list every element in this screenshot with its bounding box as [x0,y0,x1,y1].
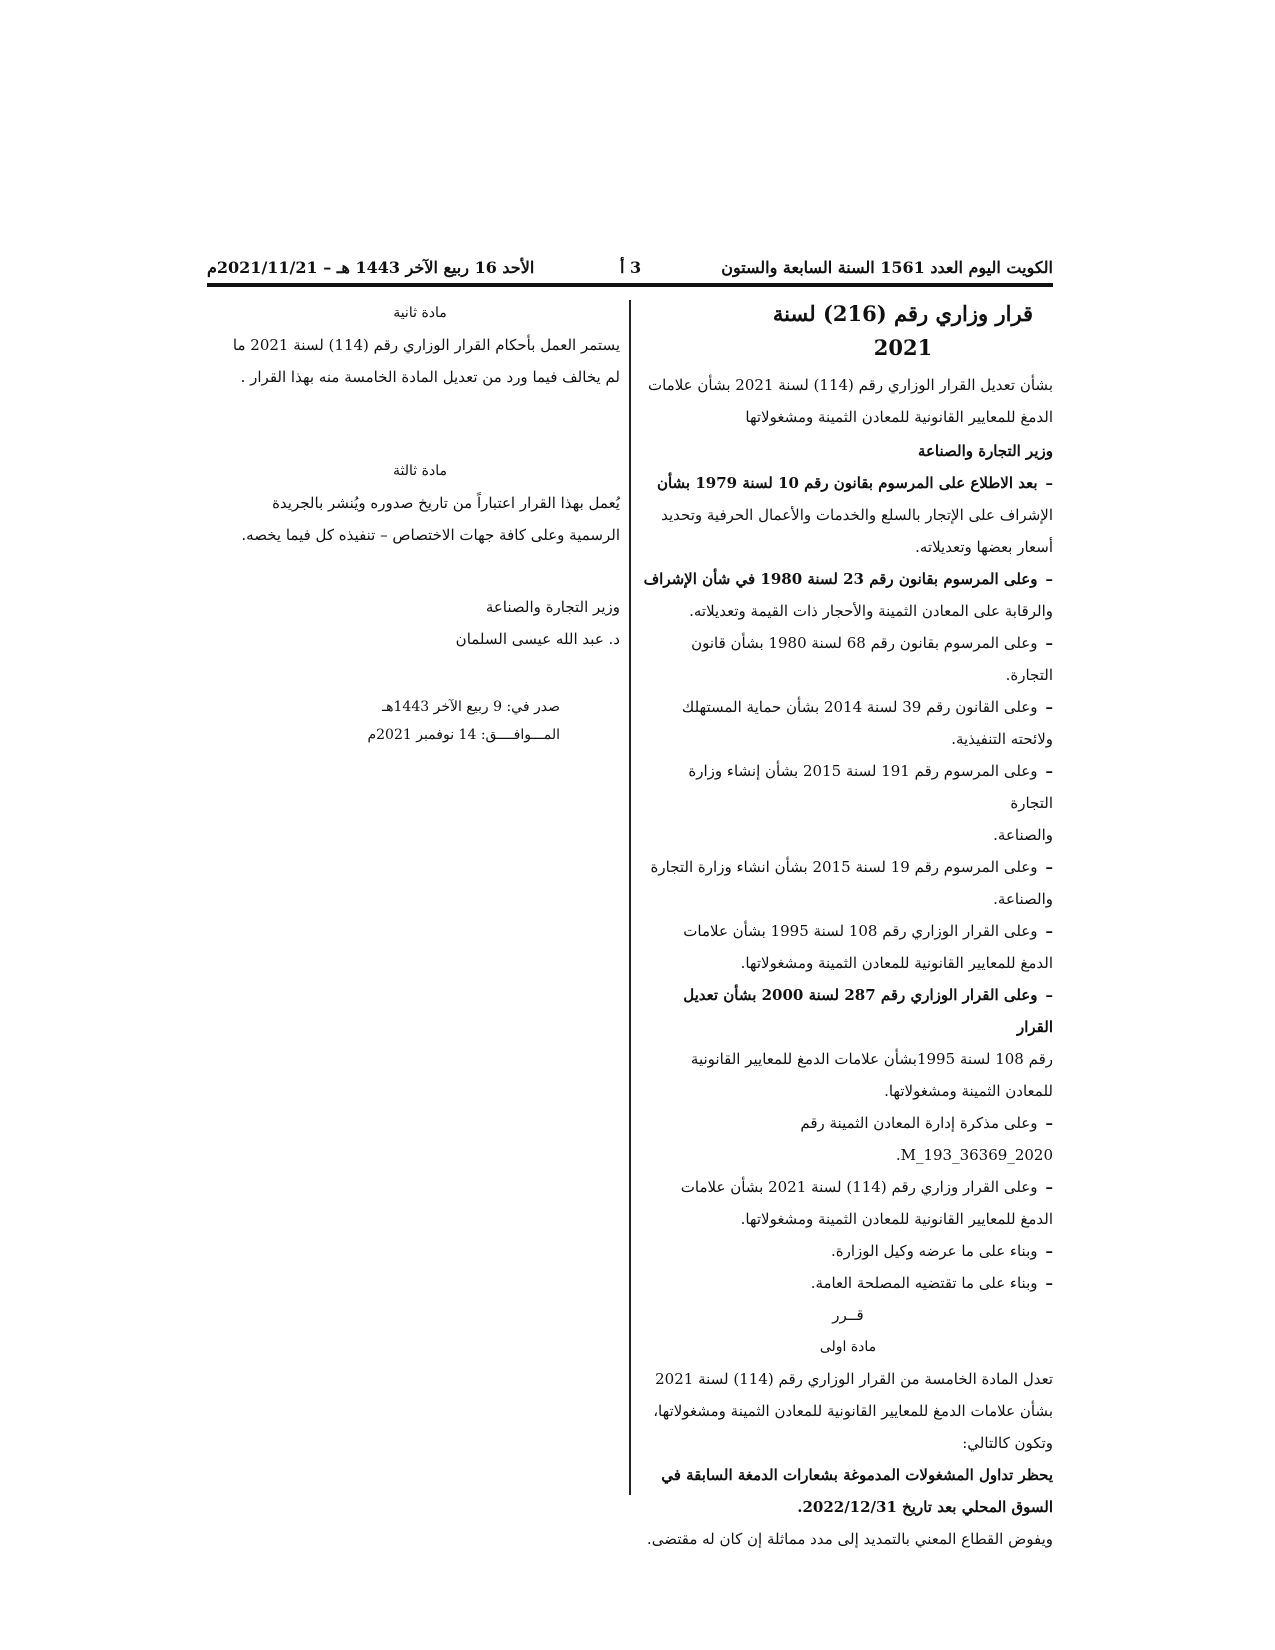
preamble-item: –وعلى المرسوم بقانون رقم 68 لسنة 1980 بشأن قانون التجارة. [691,634,1053,684]
article-1-heading: مادة اولى [819,1339,877,1355]
issued-date-hijri: صدر في: 9 ربيع الآخر 1443هـ [382,699,560,715]
header-page-number: 3 أ [620,258,642,277]
article-1-prohibition: يحظر تداول المشغولات المدموغة بشعارات الدمغة السابقة في السوق المحلي بعد تاريخ 2022/12/31. [661,1466,1053,1516]
signatory-name: د. عبد الله عيسى السلمان [455,630,620,648]
preamble-list [643,467,1053,1299]
subject-line-2: الدمغ للمعايير القانونية للمعادن الثمينة ومشغولاتها [745,408,1053,426]
signatory-title: وزير التجارة والصناعة [485,598,620,616]
decided-heading: قــرر [832,1306,864,1324]
subject-line-1: بشأن تعديل القرار الوزاري رقم (114) لسنة 2021 بشأن علامات [647,376,1053,394]
issued-date-gregorian: المـــوافــــق: 14 نوفمبر 2021م [367,727,560,743]
header-date: الأحد 16 ربيع الآخر 1443 هـ – 2021/11/21م [207,258,535,277]
left-column [220,297,620,749]
preamble-item: –وعلى المرسوم بقانون رقم 23 لسنة 1980 في شأن الإشراف والرقابة على المعادن الثمينة والأحجار ذات القيمة وتعديلاته. [643,570,1053,620]
column-divider [629,300,631,1495]
preamble-item: –بعد الاطلاع على المرسوم بقانون رقم 10 لسنة 1979 بشأن الإشراف على الإتجار بالسلع والخدمات والأعمال الحرفية وتحديد أسعار بعضها وتعديلاته. [656,474,1053,556]
right-column [643,297,1053,1555]
article-3-text: يُعمل بهذا القرار اعتباراً من تاريخ صدوره ويُنشر بالجريدة الرسمية وعلى كافة جهات الاختصاص – تنفيذه كل فيما يخصه. [241,494,620,544]
preamble-item: –وبناء على ما تقتضيه المصلحة العامة. [810,1274,1053,1292]
article-1-delegation: ويفوض القطاع المعني بالتمديد إلى مدد مماثلة إن كان له مقتضى. [646,1530,1053,1548]
article-3-heading: مادة ثالثة [393,463,447,479]
header-rule [207,283,1053,287]
article-2-heading: مادة ثانية [393,305,447,321]
preamble-item: –وعلى مذكرة إدارة المعادن الثمينة رقم M_193_36369_2020. [800,1114,1053,1164]
article-1-text: تعدل المادة الخامسة من القرار الوزاري رقم (114) لسنة 2021 بشأن علامات الدمغ للمعايير القانونية للمعادن الثمينة ومشغولاتها، وتكون كالتالي: [653,1370,1053,1452]
decision-subject [643,369,1053,433]
issuing-minister: وزير التجارة والصناعة [917,442,1053,460]
preamble-item: –وبناء على ما عرضه وكيل الوزارة. [831,1242,1053,1260]
decision-title: قرار وزاري رقم (216) لسنة 2021 [772,301,1034,360]
article-2-text: يستمر العمل بأحكام القرار الوزاري رقم (114) لسنة 2021 ما لم يخالف فيما ورد من تعديل المادة الخامسة منه بهذا القرار . [232,336,620,386]
preamble-item: –وعلى القرار الوزاري رقم 108 لسنة 1995 بشأن علامات الدمغ للمعايير القانونية للمعادن الثمينة ومشغولاتها. [683,922,1053,972]
preamble-item: –وعلى القانون رقم 39 لسنة 2014 بشأن حماية المستهلك ولائحته التنفيذية. [681,698,1053,748]
preamble-item: –وعلى القرار الوزاري رقم 287 لسنة 2000 بشأن تعديل القرار رقم 108 لسنة 1995بشأن علامات الدمغ للمعايير القانونية للمعادن الثمينة ومشغولاتها. [683,986,1053,1100]
header-publication: الكويت اليوم العدد 1561 السنة السابعة والستون [721,258,1053,277]
preamble-item: –وعلى القرار وزاري رقم (114) لسنة 2021 بشأن علامات الدمغ للمعايير القانونية للمعادن الثمينة ومشغولاتها. [680,1178,1053,1228]
preamble-item: –وعلى المرسوم رقم 191 لسنة 2015 بشأن إنشاء وزارة التجارة والصناعة. [688,762,1053,844]
preamble-item: –وعلى المرسوم رقم 19 لسنة 2015 بشأن انشاء وزارة التجارة والصناعة. [650,858,1053,908]
running-header [207,252,1053,282]
